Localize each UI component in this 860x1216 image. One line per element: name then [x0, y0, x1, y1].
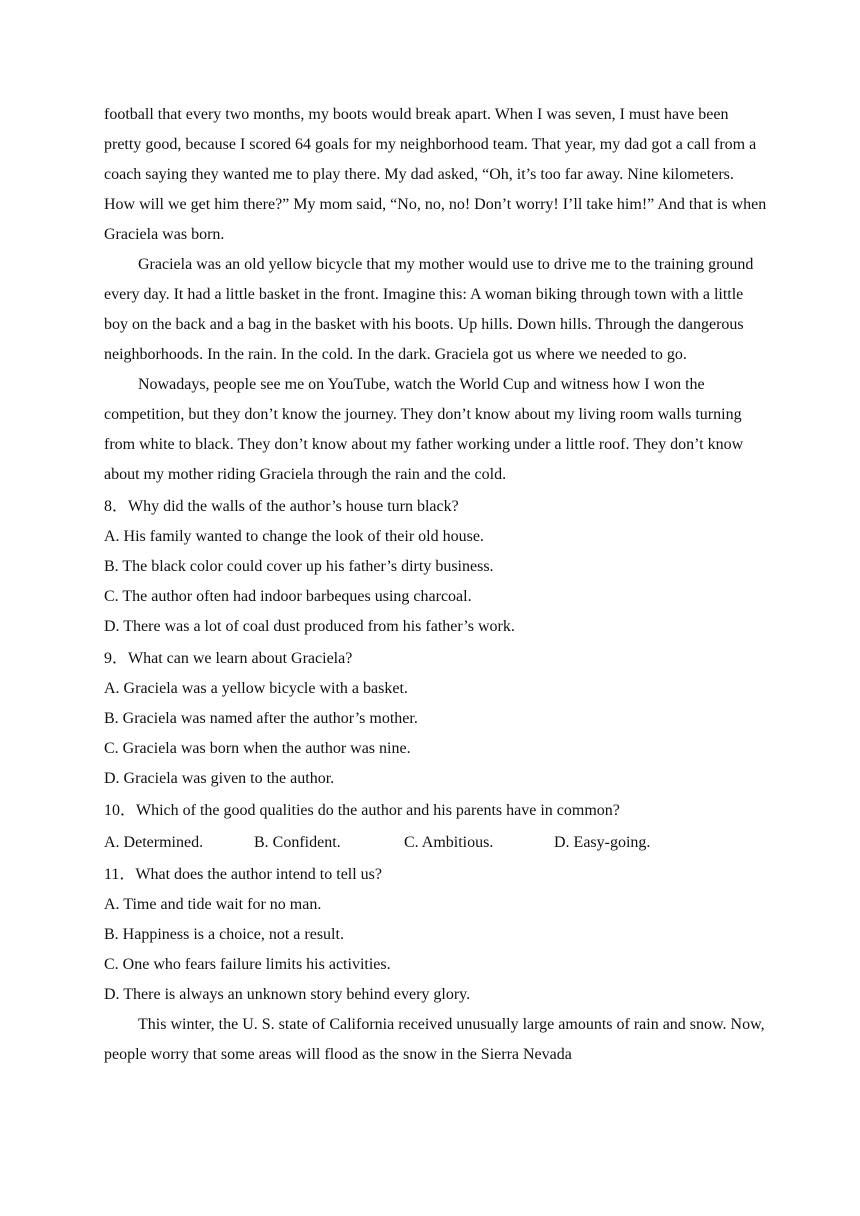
question-option: C. Ambitious. [404, 834, 494, 851]
question-option: D. Easy-going. [554, 834, 651, 851]
question-option: B. Confident. [254, 834, 341, 851]
question-option: C. Graciela was born when the author was nine. [104, 740, 411, 757]
question-option: A. Time and tide wait for no man. [104, 896, 322, 913]
passage-paragraph-2: Graciela was an old yellow bicycle that my mother would use to drive me to the training ground every day. It had a little basket in the front. Imagine this: A woman biking through town with a little boy on the back and a bag in the basket with his boots. Up hills. Down hills. Through the dangerous neighborhoods. In the rain. In the cold. In the dark. Graciela got us where we needed to go. [104, 256, 754, 363]
question-option: A. His family wanted to change the look of their old house. [104, 528, 484, 545]
question-option: D. There was a lot of coal dust produced from his father’s work. [104, 618, 515, 635]
question-option: B. Happiness is a choice, not a result. [104, 926, 344, 943]
question-option: C. One who fears failure limits his activities. [104, 956, 391, 973]
question-option: B. Graciela was named after the author’s mother. [104, 710, 418, 727]
passage-paragraph-1: football that every two months, my boots would break apart. When I was seven, I must have been pretty good, because I scored 64 goals for my neighborhood team. That year, my dad got a call from a coach saying they wanted me to play there. My dad asked, “Oh, it’s too far away. Nine kilometers. How will we get him there?” My mom said, “No, no, no! Don’t worry! I’ll take him!” And that is when Graciela was born. [104, 106, 767, 243]
question-10 [104, 796, 768, 858]
question-option: B. The black color could cover up his father’s dirty business. [104, 558, 494, 575]
question-options-row [104, 828, 768, 858]
question-option: D. Graciela was given to the author. [104, 770, 335, 787]
question-stem: 9．What can we learn about Graciela? [104, 650, 353, 667]
question-option: A. Graciela was a yellow bicycle with a basket. [104, 680, 408, 697]
question-option: C. The author often had indoor barbeques using charcoal. [104, 588, 472, 605]
question-stem: 11．What does the author intend to tell us? [104, 866, 383, 883]
question-stem: 8．Why did the walls of the author’s house turn black? [104, 498, 459, 515]
question-option: D. There is always an unknown story behind every glory. [104, 986, 471, 1003]
question-8 [104, 492, 768, 642]
question-stem: 10．Which of the good qualities do the author and his parents have in common? [104, 802, 620, 819]
question-9 [104, 644, 768, 794]
passage-paragraph-3: Nowadays, people see me on YouTube, watch the World Cup and witness how I won the competition, but they don’t know the journey. They don’t know about my living room walls turning from white to black. They don’t know about my father working under a little roof. They don’t know about my mother riding Graciela through the rain and the cold. [104, 376, 744, 483]
question-option: A. Determined. [104, 834, 204, 851]
next-passage-paragraph-1: This winter, the U. S. state of California received unusually large amounts of rain and snow. Now, people worry that some areas will flood as the snow in the Sierra Nevada [104, 1016, 765, 1063]
question-11 [104, 860, 768, 1010]
document-content [104, 100, 768, 1070]
